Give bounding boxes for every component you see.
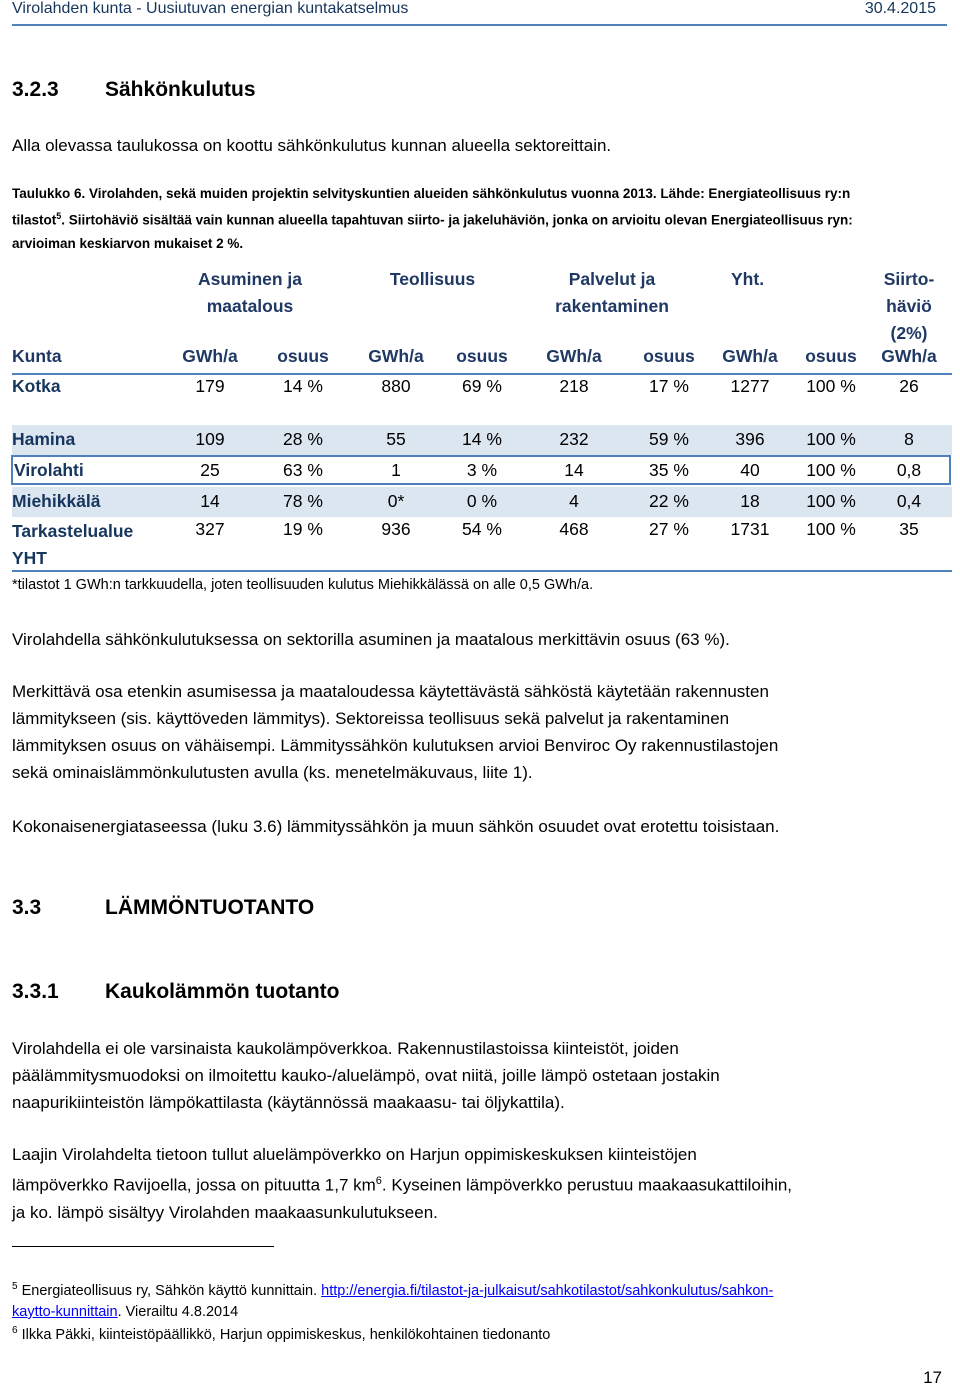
cell: 179: [195, 376, 225, 396]
cell: 468: [559, 519, 589, 539]
footnote-text: Energiateollisuus ry, Sähkön käyttö kunnittain.: [17, 1282, 322, 1299]
subheader-kunta: Kunta: [12, 346, 62, 366]
paragraph-4: [12, 1035, 952, 1116]
paragraph-line: lämmityksen osuus on vähäisempi. Lämmityssähkön kulutuksen arvioi Benviroc Oy rakennustilastojen: [12, 736, 779, 755]
footnote-6: [12, 1320, 947, 1346]
caption-text: tilastot: [12, 212, 57, 228]
paragraph-line: ja ko. lämpö sisältyy Virolahden maakaasunkulutukseen.: [12, 1202, 438, 1222]
cell: 28 %: [283, 429, 323, 449]
caption-line-1: Taulukko 6. Virolahden, sekä muiden projektin selvityskuntien alueiden sähkönkulutus vuonna 2013. Lähde: Energiateollisuus ry:n: [12, 186, 851, 201]
subheader: osuus: [277, 346, 329, 366]
paragraph-text: lämpöverkko Ravijoella, jossa on pituutta 1,7 km: [12, 1175, 376, 1195]
cell: 8: [904, 429, 914, 449]
cell: 59 %: [649, 429, 689, 449]
section-title: Sähkönkulutus: [105, 78, 256, 101]
subheader: GWh/a: [182, 346, 238, 366]
paragraph-text: . Kyseinen lämpöverkko perustuu maakaasukattiloihin,: [381, 1175, 793, 1195]
row-name: Kotka: [12, 376, 61, 396]
row-name-text: YHT: [12, 548, 47, 568]
cell: 63 %: [283, 460, 323, 480]
cell: 17 %: [649, 376, 689, 396]
table-header-rule: [12, 373, 952, 375]
subheader: GWh/a: [881, 346, 937, 366]
paragraph-3: Kokonaisenergiataseessa (luku 3.6) lämmityssähkön ja muun sähkön osuudet ovat erotettu toisistaan.: [12, 817, 780, 836]
paragraph-line: sekä ominaislämmönkulutusten avulla (ks. menetelmäkuvaus, liite 1).: [12, 763, 533, 782]
footnote-ref-5: 5: [56, 211, 62, 221]
cell: 880: [381, 376, 411, 396]
row-name: Hamina: [12, 429, 76, 449]
caption-line-3: arvioiman keskiarvon mukaiset 2 %.: [12, 235, 244, 251]
footnote-link[interactable]: kaytto-kunnittain: [12, 1303, 118, 1320]
subheader: GWh/a: [546, 346, 602, 366]
row-name-total: [12, 518, 133, 572]
subheader: GWh/a: [722, 346, 778, 366]
row-name-text: Tarkastelualue: [12, 521, 134, 541]
cell: 4: [569, 491, 579, 511]
header-palvelut: [528, 266, 696, 320]
cell: 35: [899, 519, 919, 539]
subheader: osuus: [643, 346, 695, 366]
cell: 100 %: [806, 429, 856, 449]
cell: 1277: [730, 376, 770, 396]
paragraph-line: naapurikiinteistön lämpökattilasta (käytännössä maakaasu- tai öljykattila).: [12, 1093, 565, 1112]
cell: 27 %: [649, 519, 689, 539]
section-title: LÄMMÖNTUOTANTO: [105, 896, 315, 919]
intro-text: Alla olevassa taulukossa on koottu sähkönkulutus kunnan alueella sektoreittain.: [12, 136, 612, 155]
caption-text: . Siirtohäviö sisältää vain kunnan alueella tapahtuvan siirto- ja jakeluhäviön, jonka on arvioitu olevan Energiateollisuus ryn:: [61, 212, 853, 228]
cell: 18: [740, 491, 760, 511]
paragraph-1: Virolahdella sähkönkulutuksessa on sektorilla asuminen ja maatalous merkittävin osuus (63 %).: [12, 630, 730, 649]
section-number: 3.2.3: [12, 78, 59, 101]
header-title: Virolahden kunta - Uusiutuvan energian kuntakatselmus: [12, 0, 409, 17]
cell: 55: [386, 429, 406, 449]
cell: 78 %: [283, 491, 323, 511]
cell: 396: [735, 429, 765, 449]
footnote-link[interactable]: http://energia.fi/tilastot-ja-julkaisut/sahkotilastot/sahkonkulutus/sahkon-: [321, 1282, 774, 1299]
subheader: osuus: [805, 346, 857, 366]
cell: 100 %: [806, 491, 856, 511]
cell: 936: [381, 519, 411, 539]
cell: 26: [899, 376, 919, 396]
paragraph-5: [12, 1141, 952, 1226]
cell: 14: [564, 460, 584, 480]
cell: 40: [740, 460, 760, 480]
paragraph-line: Laajin Virolahdelta tietoon tullut aluelämpöverkko on Harjun oppimiskeskuksen kiinteistöjen: [12, 1145, 697, 1164]
section-title: Kaukolämmön tuotanto: [105, 980, 340, 1003]
cell: 327: [195, 519, 225, 539]
cell: 109: [195, 429, 225, 449]
header-text: rakentaminen: [555, 296, 669, 316]
footnote-number: 6: [12, 1325, 18, 1336]
paragraph-line: Virolahdella ei ole varsinaista kaukolämpöverkkoa. Rakennustilastoissa kiinteistöt, joiden: [12, 1039, 679, 1058]
page-header: [0, 0, 960, 22]
table-caption: [12, 182, 947, 255]
row-name: Virolahti: [14, 460, 84, 480]
header-text: Siirto-: [883, 269, 935, 289]
cell: 100 %: [806, 376, 856, 396]
header-siirtohavio: [868, 266, 950, 347]
footnote-text: . Vierailtu 4.8.2014: [117, 1303, 239, 1320]
section-number: 3.3.1: [12, 980, 59, 1003]
paragraph-line: Merkittävä osa etenkin asumisessa ja maataloudessa käytettävästä sähköstä käytetään rakennusten: [12, 682, 769, 701]
header-teollisuus: [350, 266, 515, 293]
paragraph-line: [12, 1168, 952, 1199]
cell: 218: [559, 376, 589, 396]
cell: 0*: [387, 491, 405, 511]
cell: 232: [559, 429, 589, 449]
header-text: Palvelut ja: [568, 269, 656, 289]
cell: 19 %: [283, 519, 323, 539]
page-number: 17: [923, 1368, 942, 1387]
paragraph-line: päälämmitysmuodoksi on ilmoitettu kauko-/aluelämpö, ovat niitä, joille lämpö ostetaan jostakin: [12, 1066, 720, 1085]
footnote-separator: [12, 1246, 274, 1247]
cell: 3 %: [466, 460, 498, 480]
subheader: osuus: [456, 346, 508, 366]
cell: 100 %: [806, 460, 856, 480]
footnote-text: Ilkka Päkki, kiinteistöpäällikkö, Harjun oppimiskeskus, henkilökohtainen tiedonanto: [17, 1326, 551, 1343]
cell: 1: [391, 460, 401, 480]
cell: 22 %: [649, 491, 689, 511]
cell: 69 %: [462, 376, 502, 396]
header-text: häviö: [886, 296, 932, 316]
cell: 14 %: [283, 376, 323, 396]
row-name: Miehikkälä: [12, 491, 101, 511]
header-asuminen: [170, 266, 330, 320]
cell: 100 %: [806, 519, 856, 539]
caption-line-2: [12, 205, 947, 232]
subheader: GWh/a: [368, 346, 424, 366]
section-heading-3-3-1: [12, 980, 612, 1006]
section-heading-3-3: [12, 896, 612, 922]
cell: 0,8: [896, 460, 922, 480]
cell: 0,4: [896, 491, 922, 511]
footnote-ref-6: 6: [375, 1175, 382, 1187]
table-bottom-rule: [12, 570, 952, 572]
cell: 1731: [730, 519, 770, 539]
cell: 14 %: [462, 429, 502, 449]
paragraph-line: lämmitykseen (sis. käyttöveden lämmitys). Sektoreissa teollisuus sekä palvelut ja rakentaminen: [12, 709, 730, 728]
cell: 14: [200, 491, 220, 511]
footnote-number: 5: [12, 1281, 18, 1292]
header-text: Asuminen ja: [197, 269, 303, 289]
footnote-line: [12, 1276, 947, 1302]
header-yht: [731, 266, 764, 293]
cell: 54 %: [462, 519, 502, 539]
cell: 25: [200, 460, 220, 480]
paragraph-2: [12, 678, 952, 786]
section-number: 3.3: [12, 896, 42, 919]
header-text: (2%): [890, 323, 928, 343]
cell: 35 %: [649, 460, 689, 480]
table-footnote: *tilastot 1 GWh:n tarkkuudella, joten teollisuuden kulutus Miehikkälässä on alle 0,5 GWh/a.: [12, 577, 594, 593]
header-text: maatalous: [206, 296, 294, 316]
header-date: 30.4.2015: [864, 0, 936, 17]
header-text: Teollisuus: [389, 269, 476, 289]
cell: 0 %: [466, 491, 498, 511]
header-rule: [12, 24, 947, 26]
footnote-5: [12, 1276, 947, 1323]
section-heading-3-2-3: [12, 78, 612, 104]
header-text: Yht.: [731, 269, 765, 289]
